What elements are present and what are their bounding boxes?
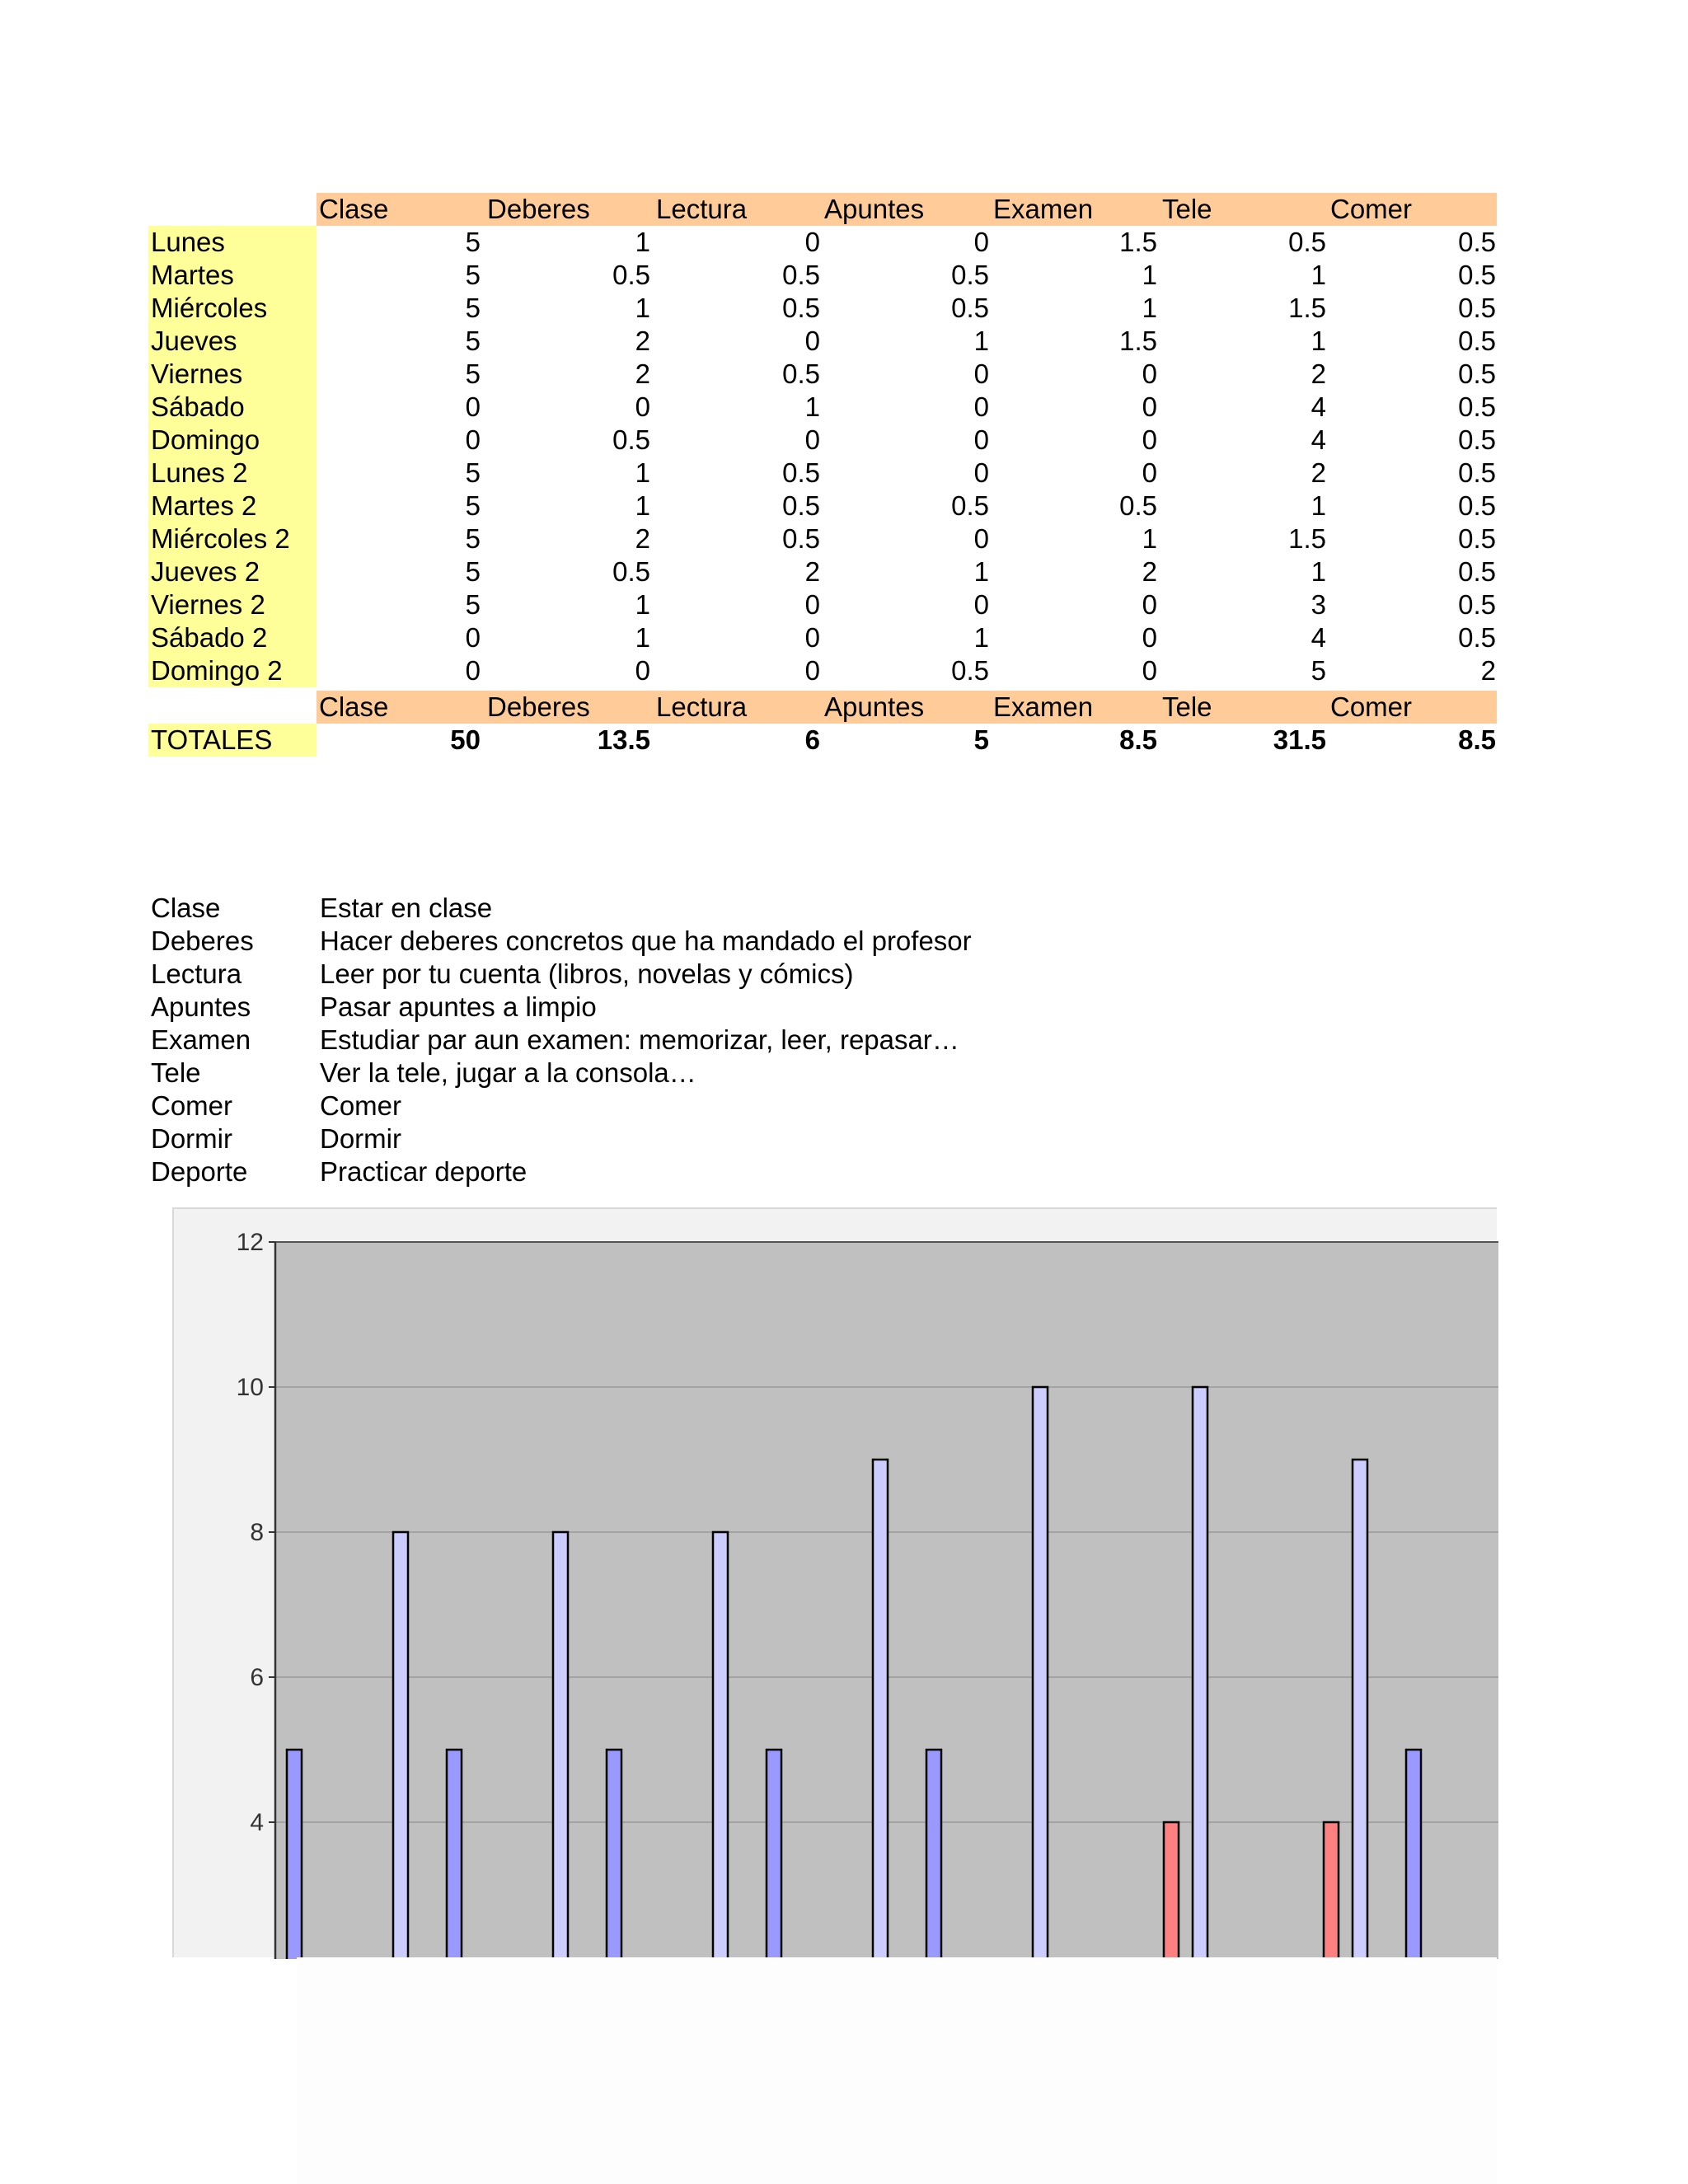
total-cell: 8.5: [1458, 724, 1496, 755]
table-cell: 0.5: [782, 523, 820, 554]
table-cell: 0: [465, 655, 481, 686]
page-background: [297, 1957, 1497, 2184]
legend-item: [151, 958, 1140, 991]
chart-bar: [447, 1750, 462, 1959]
row-label: Miércoles 2: [148, 523, 316, 555]
table-cell: 0: [804, 589, 820, 620]
legend-key: Comer: [151, 1090, 233, 1121]
y-tick-label: 6: [250, 1664, 264, 1691]
table-cell: 0.5: [612, 260, 650, 290]
table-row: [148, 259, 1497, 292]
table-row: [148, 325, 1497, 358]
table-cell: 0.5: [782, 457, 820, 488]
column-header-examen: Examen: [993, 194, 1094, 224]
legend-item: [151, 1090, 1140, 1122]
legend-description: Estar en clase: [320, 893, 493, 923]
row-label: Martes: [148, 259, 316, 292]
y-tick-label: 8: [250, 1519, 264, 1546]
table-cell: 2: [804, 556, 820, 587]
table-cell: 5: [465, 589, 481, 620]
row-label: Jueves 2: [148, 555, 316, 588]
chart-bar: [1406, 1750, 1421, 1959]
legend-description: Dormir: [320, 1123, 401, 1154]
legend-key: Tele: [151, 1057, 201, 1088]
table-cell: 0.5: [1458, 293, 1496, 323]
row-label: Viernes: [148, 358, 316, 391]
column-header-comer: Comer: [1330, 194, 1413, 224]
table-row: [148, 424, 1497, 457]
table-cell: 0: [465, 391, 481, 422]
table-cell: 0.5: [1458, 260, 1496, 290]
table-cell: 0: [635, 655, 650, 686]
chart-bar: [926, 1750, 941, 1959]
table-cell: 0: [973, 359, 989, 389]
table-cell: 1: [1142, 260, 1157, 290]
table-cell: 0.5: [951, 655, 989, 686]
table-cell: 0: [804, 227, 820, 257]
legend-description: Ver la tele, jugar a la consola…: [320, 1057, 696, 1088]
table-cell: 4: [1311, 622, 1326, 653]
total-cell: 8.5: [1119, 724, 1157, 755]
total-cell: 6: [804, 724, 820, 755]
table-cell: 0.5: [1458, 622, 1496, 653]
column-header-deberes: Deberes: [487, 194, 590, 224]
row-label: Sábado: [148, 391, 316, 424]
column-header-apuntes: Apuntes: [824, 194, 925, 224]
table-cell: 0: [804, 424, 820, 455]
legend-key: Apuntes: [151, 991, 251, 1022]
legend-description: Leer por tu cuenta (libros, novelas y cómics): [320, 958, 854, 989]
table-cell: 0: [1142, 424, 1157, 455]
table-cell: 1: [1142, 293, 1157, 323]
table-cell: 0: [1142, 655, 1157, 686]
table-cell: 5: [1311, 655, 1326, 686]
table-cell: 0: [973, 227, 989, 257]
total-cell: 50: [450, 724, 481, 755]
legend-key: Lectura: [151, 958, 242, 989]
table-cell: 1: [973, 326, 989, 356]
column-header-tele: Tele: [1162, 194, 1212, 224]
table-cell: 1.5: [1119, 326, 1157, 356]
column-header-repeat-tele: Tele: [1162, 691, 1212, 722]
table-cell: 0.5: [1458, 359, 1496, 389]
table-cell: 2: [635, 359, 650, 389]
legend-item: [151, 1024, 1140, 1057]
chart-bar: [873, 1460, 888, 1959]
table-row: [148, 292, 1497, 325]
column-header-repeat-deberes: Deberes: [487, 691, 590, 722]
y-tick-label: 10: [236, 1374, 264, 1401]
column-header-band-repeat: [316, 691, 1497, 724]
table-cell: 5: [465, 457, 481, 488]
table-cell: 0.5: [782, 260, 820, 290]
table-cell: 0: [973, 457, 989, 488]
legend-description: Practicar deporte: [320, 1156, 528, 1187]
table-cell: 1: [1142, 523, 1157, 554]
total-cell: 31.5: [1273, 724, 1326, 755]
table-cell: 2: [635, 523, 650, 554]
table-row: [148, 555, 1497, 588]
table-cell: 0: [1142, 391, 1157, 422]
table-cell: 0: [1142, 457, 1157, 488]
total-cell: 13.5: [597, 724, 650, 755]
column-header-band: [316, 193, 1497, 226]
table-cell: 4: [1311, 391, 1326, 422]
table-cell: 1: [1311, 556, 1326, 587]
table-cell: 1: [1311, 260, 1326, 290]
chart-bar: [767, 1750, 781, 1959]
bar-chart: [172, 1207, 1497, 1957]
chart-bar: [1353, 1460, 1367, 1959]
row-label: Domingo: [148, 424, 316, 457]
table-row: [148, 654, 1497, 687]
table-cell: 0.5: [951, 260, 989, 290]
table-cell: 0.5: [1458, 589, 1496, 620]
chart-bar: [607, 1750, 621, 1959]
legend-item: [151, 1057, 1140, 1090]
table-cell: 0: [804, 655, 820, 686]
table-row: [148, 621, 1497, 654]
table-cell: 5: [465, 556, 481, 587]
legend-key: Deberes: [151, 926, 254, 956]
legend-key: Deporte: [151, 1156, 248, 1187]
row-label: Miércoles: [148, 292, 316, 325]
chart-bar: [1164, 1822, 1179, 1959]
table-cell: 5: [465, 523, 481, 554]
table-cell: 0.5: [951, 293, 989, 323]
column-header-repeat-apuntes: Apuntes: [824, 691, 925, 722]
table-cell: 1: [635, 622, 650, 653]
row-label: Lunes 2: [148, 457, 316, 490]
totals-label: TOTALES: [148, 724, 316, 757]
totals-row: [148, 724, 1497, 757]
table-cell: 0.5: [782, 490, 820, 521]
row-label: Viernes 2: [148, 588, 316, 621]
table-cell: 1.5: [1119, 227, 1157, 257]
chart-canvas: [174, 1209, 1498, 1959]
chart-bar: [287, 1750, 302, 1959]
table-cell: 0.5: [612, 424, 650, 455]
row-label: Lunes: [148, 226, 316, 259]
table-cell: 1: [635, 293, 650, 323]
table-cell: 0.5: [1458, 326, 1496, 356]
table-row: [148, 391, 1497, 424]
chart-bar: [393, 1532, 408, 1959]
legend-key: Examen: [151, 1024, 251, 1055]
table-cell: 0: [1142, 622, 1157, 653]
legend-description: Comer: [320, 1090, 402, 1121]
table-row: [148, 523, 1497, 555]
table-cell: 5: [465, 326, 481, 356]
table-cell: 0: [973, 523, 989, 554]
table-cell: 0.5: [1458, 391, 1496, 422]
column-header-clase: Clase: [319, 194, 389, 224]
table-cell: 0: [973, 424, 989, 455]
table-cell: 5: [465, 227, 481, 257]
table-cell: 0.5: [1458, 490, 1496, 521]
table-row: [148, 457, 1497, 490]
column-header-repeat-clase: Clase: [319, 691, 389, 722]
table-cell: 1: [804, 391, 820, 422]
table-cell: 2: [1311, 457, 1326, 488]
row-label: Martes 2: [148, 490, 316, 523]
legend-description: Pasar apuntes a limpio: [320, 991, 597, 1022]
table-cell: 2: [635, 326, 650, 356]
y-tick-label: 4: [250, 1809, 264, 1836]
table-cell: 0: [465, 424, 481, 455]
table-cell: 2: [1142, 556, 1157, 587]
legend-key: Dormir: [151, 1123, 232, 1154]
table-cell: 0: [1142, 589, 1157, 620]
table-cell: 0: [973, 589, 989, 620]
chart-bar: [553, 1532, 568, 1959]
legend-key: Clase: [151, 893, 221, 923]
legend-description: Estudiar par aun examen: memorizar, leer, repasar…: [320, 1024, 959, 1055]
table-cell: 1: [973, 556, 989, 587]
table-row: [148, 358, 1497, 391]
column-header-repeat-lectura: Lectura: [656, 691, 748, 722]
table-cell: 1: [635, 490, 650, 521]
table-cell: 0.5: [1288, 227, 1326, 257]
legend-item: [151, 892, 1140, 925]
table-cell: 0: [973, 391, 989, 422]
table-cell: 0.5: [1458, 457, 1496, 488]
table-cell: 0.5: [1458, 424, 1496, 455]
row-label: Jueves: [148, 325, 316, 358]
total-cell: 5: [973, 724, 989, 755]
table-cell: 1: [635, 589, 650, 620]
column-header-lectura: Lectura: [656, 194, 748, 224]
legend-item: [151, 1122, 1140, 1155]
table-cell: 0: [635, 391, 650, 422]
table-cell: 0.5: [782, 293, 820, 323]
table-cell: 1: [973, 622, 989, 653]
table-cell: 0.5: [1458, 227, 1496, 257]
table-cell: 0.5: [782, 359, 820, 389]
table-cell: 5: [465, 260, 481, 290]
legend-description: Hacer deberes concretos que ha mandado el profesor: [320, 926, 972, 956]
chart-bar: [1193, 1387, 1207, 1959]
row-label: Domingo 2: [148, 654, 316, 687]
table-cell: 0: [1142, 359, 1157, 389]
table-cell: 1: [635, 227, 650, 257]
table-row: [148, 490, 1497, 523]
table-cell: 1: [1311, 490, 1326, 521]
table-cell: 3: [1311, 589, 1326, 620]
chart-bar: [713, 1532, 728, 1959]
chart-bar: [1033, 1387, 1048, 1959]
chart-bar: [1324, 1822, 1339, 1959]
table-cell: 0.5: [612, 556, 650, 587]
table-cell: 2: [1311, 359, 1326, 389]
table-cell: 0.5: [1458, 523, 1496, 554]
table-cell: 0.5: [1458, 556, 1496, 587]
table-row: [148, 226, 1497, 259]
legend-item: [151, 925, 1140, 958]
row-label: Sábado 2: [148, 621, 316, 654]
table-row: [148, 588, 1497, 621]
column-header-repeat-comer: Comer: [1330, 691, 1413, 722]
column-header-repeat-examen: Examen: [993, 691, 1094, 722]
table-cell: 1: [635, 457, 650, 488]
table-cell: 0.5: [951, 490, 989, 521]
y-tick-label: 12: [236, 1229, 264, 1256]
table-cell: 5: [465, 490, 481, 521]
table-cell: 0: [804, 326, 820, 356]
table-cell: 0: [804, 622, 820, 653]
table-cell: 0.5: [1119, 490, 1157, 521]
table-cell: 5: [465, 293, 481, 323]
table-cell: 5: [465, 359, 481, 389]
table-cell: 2: [1480, 655, 1496, 686]
table-cell: 1.5: [1288, 523, 1326, 554]
table-cell: 1.5: [1288, 293, 1326, 323]
legend-item: [151, 991, 1140, 1024]
table-cell: 0: [465, 622, 481, 653]
legend-item: [151, 1155, 1140, 1188]
table-cell: 4: [1311, 424, 1326, 455]
table-cell: 1: [1311, 326, 1326, 356]
